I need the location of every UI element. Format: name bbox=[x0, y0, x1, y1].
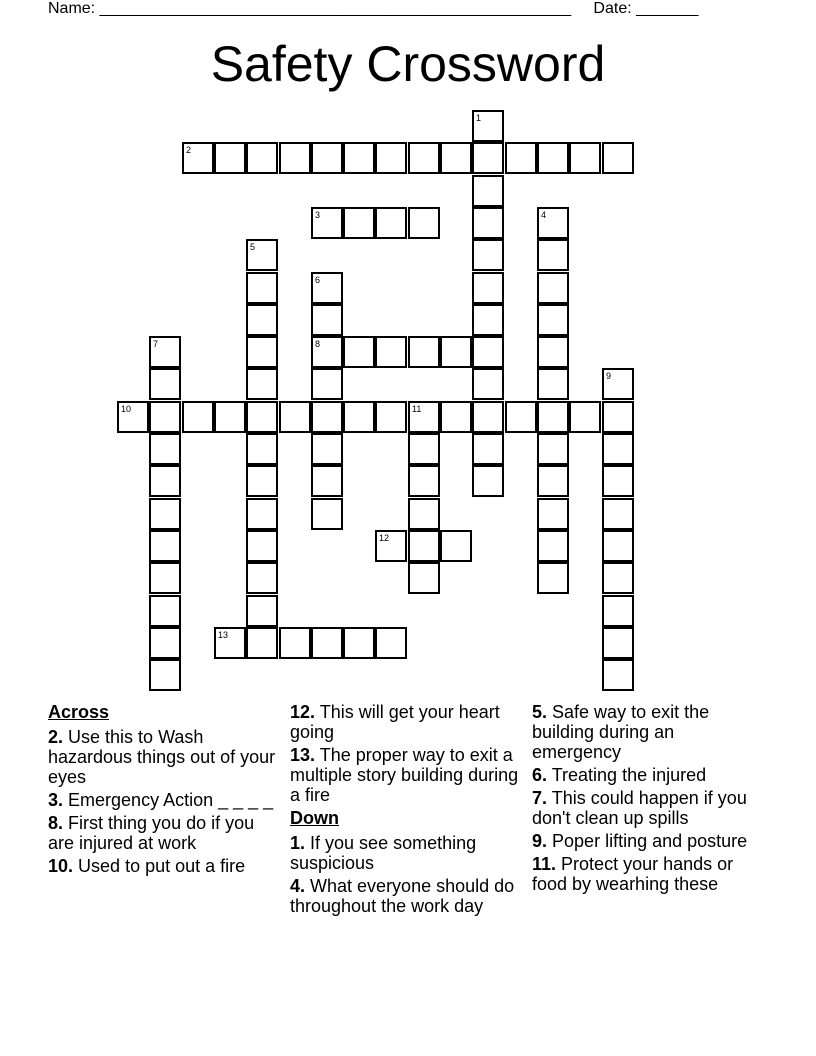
crossword-cell[interactable] bbox=[472, 368, 504, 400]
across-heading: Across bbox=[48, 702, 110, 722]
clue-number: 3 bbox=[315, 210, 321, 220]
crossword-cell[interactable] bbox=[246, 401, 278, 433]
clue-number: 4 bbox=[541, 210, 547, 220]
crossword-cell[interactable] bbox=[537, 207, 569, 239]
clue-number: 1 bbox=[476, 113, 482, 123]
crossword-cell[interactable] bbox=[537, 530, 569, 562]
page-title: Safety Crossword bbox=[210, 36, 606, 92]
crossword-cell[interactable] bbox=[375, 401, 407, 433]
crossword-cell[interactable] bbox=[472, 239, 504, 271]
crossword-cell[interactable] bbox=[149, 433, 181, 465]
crossword-cell[interactable] bbox=[408, 142, 440, 174]
crossword-cell[interactable] bbox=[311, 465, 343, 497]
clue-down-1: 1. If you see something suspicious bbox=[290, 833, 477, 873]
crossword-cell[interactable] bbox=[149, 498, 181, 530]
clue-number: 2 bbox=[186, 145, 192, 155]
clue-down-9: 9. Poper lifting and posture bbox=[532, 831, 748, 851]
crossword-cell[interactable] bbox=[537, 433, 569, 465]
crossword-cell[interactable] bbox=[408, 207, 440, 239]
clue-across-2: 2. Use this to Wash hazardous things out of your eyes bbox=[48, 727, 276, 787]
crossword-cell[interactable] bbox=[343, 142, 375, 174]
crossword-cell[interactable] bbox=[279, 401, 311, 433]
crossword-cell[interactable] bbox=[602, 401, 634, 433]
clue-number: 13 bbox=[218, 630, 229, 640]
clue-down-5: 5. Safe way to exit the building during an emergency bbox=[532, 702, 710, 762]
crossword-cell[interactable] bbox=[311, 627, 343, 659]
crossword-cell[interactable] bbox=[343, 401, 375, 433]
crossword-cell[interactable] bbox=[246, 530, 278, 562]
name-date-line: Name: _____________________________________________________ Date: _______ bbox=[48, 0, 699, 17]
crossword-cell[interactable] bbox=[602, 142, 634, 174]
crossword-cell[interactable] bbox=[408, 530, 440, 562]
crossword-cell[interactable] bbox=[602, 659, 634, 691]
clue-number: 5 bbox=[250, 242, 256, 252]
crossword-cell[interactable] bbox=[214, 401, 246, 433]
crossword-cell[interactable] bbox=[537, 498, 569, 530]
crossword-cell[interactable] bbox=[440, 530, 472, 562]
crossword-cell[interactable] bbox=[246, 368, 278, 400]
crossword-cell[interactable] bbox=[182, 401, 214, 433]
crossword-cell[interactable] bbox=[375, 336, 407, 368]
clue-down-11: 11. Protect your hands or food by wearhing these bbox=[532, 854, 734, 894]
crossword-cell[interactable] bbox=[472, 401, 504, 433]
crossword-cell[interactable] bbox=[149, 401, 181, 433]
crossword-cell[interactable] bbox=[246, 595, 278, 627]
crossword-cell[interactable] bbox=[117, 401, 149, 433]
crossword-cell[interactable] bbox=[602, 433, 634, 465]
crossword-cell[interactable] bbox=[246, 627, 278, 659]
crossword-cell[interactable] bbox=[279, 142, 311, 174]
crossword-cell[interactable] bbox=[149, 659, 181, 691]
crossword-cell[interactable] bbox=[149, 336, 181, 368]
crossword-cell[interactable] bbox=[149, 530, 181, 562]
crossword-cell[interactable] bbox=[246, 498, 278, 530]
crossword-cell[interactable] bbox=[182, 142, 214, 174]
crossword-cell[interactable] bbox=[149, 465, 181, 497]
crossword-cell[interactable] bbox=[246, 272, 278, 304]
crossword-cell[interactable] bbox=[537, 239, 569, 271]
crossword-cell[interactable] bbox=[408, 498, 440, 530]
crossword-cell[interactable] bbox=[311, 433, 343, 465]
crossword-cell[interactable] bbox=[602, 498, 634, 530]
crossword-cell[interactable] bbox=[408, 401, 440, 433]
down-heading: Down bbox=[290, 808, 339, 828]
crossword-cell[interactable] bbox=[343, 336, 375, 368]
crossword-cell[interactable] bbox=[602, 530, 634, 562]
crossword-cell[interactable] bbox=[537, 142, 569, 174]
crossword-cell[interactable] bbox=[602, 562, 634, 594]
crossword-cell[interactable] bbox=[602, 627, 634, 659]
crossword-cell[interactable] bbox=[214, 142, 246, 174]
crossword-cell[interactable] bbox=[505, 142, 537, 174]
crossword-cell[interactable] bbox=[537, 465, 569, 497]
crossword-cell[interactable] bbox=[343, 207, 375, 239]
clue-column-3 bbox=[532, 702, 752, 897]
crossword-cell[interactable] bbox=[472, 465, 504, 497]
crossword-cell[interactable] bbox=[408, 562, 440, 594]
clue-across-3: 3. Emergency Action _ _ _ _ bbox=[48, 790, 274, 810]
crossword-cell[interactable] bbox=[472, 110, 504, 142]
crossword-cell[interactable] bbox=[537, 368, 569, 400]
clue-number: 11 bbox=[412, 404, 422, 414]
crossword-cell[interactable] bbox=[472, 207, 504, 239]
crossword-cell[interactable] bbox=[246, 465, 278, 497]
crossword-cell[interactable] bbox=[537, 401, 569, 433]
crossword-cell[interactable] bbox=[472, 272, 504, 304]
clue-down-4: 4. What everyone should do throughout the work day bbox=[290, 876, 515, 916]
crossword-cell[interactable] bbox=[408, 465, 440, 497]
crossword-cell[interactable] bbox=[246, 336, 278, 368]
crossword-cell[interactable] bbox=[440, 336, 472, 368]
crossword-cell[interactable] bbox=[311, 401, 343, 433]
crossword-cell[interactable] bbox=[569, 142, 601, 174]
crossword-cell[interactable] bbox=[311, 498, 343, 530]
crossword-cell[interactable] bbox=[602, 368, 634, 400]
clue-column-1 bbox=[48, 702, 276, 879]
clue-across-10: 10. Used to put out a fire bbox=[48, 856, 246, 876]
crossword-cell[interactable] bbox=[375, 627, 407, 659]
crossword-cell[interactable] bbox=[505, 401, 537, 433]
crossword-cell[interactable] bbox=[408, 433, 440, 465]
crossword-cell[interactable] bbox=[311, 304, 343, 336]
clue-number: 8 bbox=[315, 339, 321, 349]
crossword-cell[interactable] bbox=[311, 272, 343, 304]
crossword-cell[interactable] bbox=[214, 627, 246, 659]
crossword-cell[interactable] bbox=[246, 562, 278, 594]
crossword-cell[interactable] bbox=[149, 562, 181, 594]
clue-number: 6 bbox=[315, 275, 321, 285]
crossword-cell[interactable] bbox=[149, 627, 181, 659]
crossword-cell[interactable] bbox=[602, 595, 634, 627]
crossword-cell[interactable] bbox=[149, 595, 181, 627]
clue-number: 10 bbox=[121, 404, 132, 414]
crossword-cell[interactable] bbox=[472, 304, 504, 336]
clue-across-12: 12. This will get your heart going bbox=[290, 702, 500, 742]
crossword-cell[interactable] bbox=[246, 304, 278, 336]
crossword-cell[interactable] bbox=[537, 272, 569, 304]
crossword-cell[interactable] bbox=[246, 142, 278, 174]
clue-column-2 bbox=[290, 702, 526, 919]
crossword-cell[interactable] bbox=[472, 175, 504, 207]
crossword-cell[interactable] bbox=[440, 401, 472, 433]
crossword-cell[interactable] bbox=[279, 627, 311, 659]
crossword-cell[interactable] bbox=[311, 336, 343, 368]
crossword-cell[interactable] bbox=[537, 336, 569, 368]
crossword-cell[interactable] bbox=[311, 207, 343, 239]
crossword-cell[interactable] bbox=[472, 142, 504, 174]
crossword-cell[interactable] bbox=[408, 336, 440, 368]
clue-across-13: 13. The proper way to exit a multiple story building during a fire bbox=[290, 745, 519, 805]
crossword-cell[interactable] bbox=[246, 433, 278, 465]
clue-number: 12 bbox=[379, 533, 390, 543]
clue-across-8: 8. First thing you do if you are injured at work bbox=[48, 813, 255, 853]
crossword-cell[interactable] bbox=[246, 239, 278, 271]
crossword-cell[interactable] bbox=[472, 433, 504, 465]
crossword-cell[interactable] bbox=[343, 627, 375, 659]
crossword-cell[interactable] bbox=[311, 142, 343, 174]
crossword-cell[interactable] bbox=[440, 142, 472, 174]
clue-number: 9 bbox=[606, 371, 612, 381]
crossword-cell[interactable] bbox=[375, 142, 407, 174]
crossword-cell[interactable] bbox=[375, 530, 407, 562]
crossword-cell[interactable] bbox=[537, 304, 569, 336]
crossword-cell[interactable] bbox=[375, 207, 407, 239]
clue-down-6: 6. Treating the injured bbox=[532, 765, 707, 785]
crossword-cell[interactable] bbox=[537, 562, 569, 594]
crossword-cell[interactable] bbox=[311, 368, 343, 400]
clue-down-7: 7. This could happen if you don't clean up spills bbox=[532, 788, 747, 828]
crossword-cell[interactable] bbox=[602, 465, 634, 497]
crossword-cell[interactable] bbox=[472, 336, 504, 368]
clue-number: 7 bbox=[153, 339, 159, 349]
crossword-cell[interactable] bbox=[569, 401, 601, 433]
crossword-cell[interactable] bbox=[149, 368, 181, 400]
